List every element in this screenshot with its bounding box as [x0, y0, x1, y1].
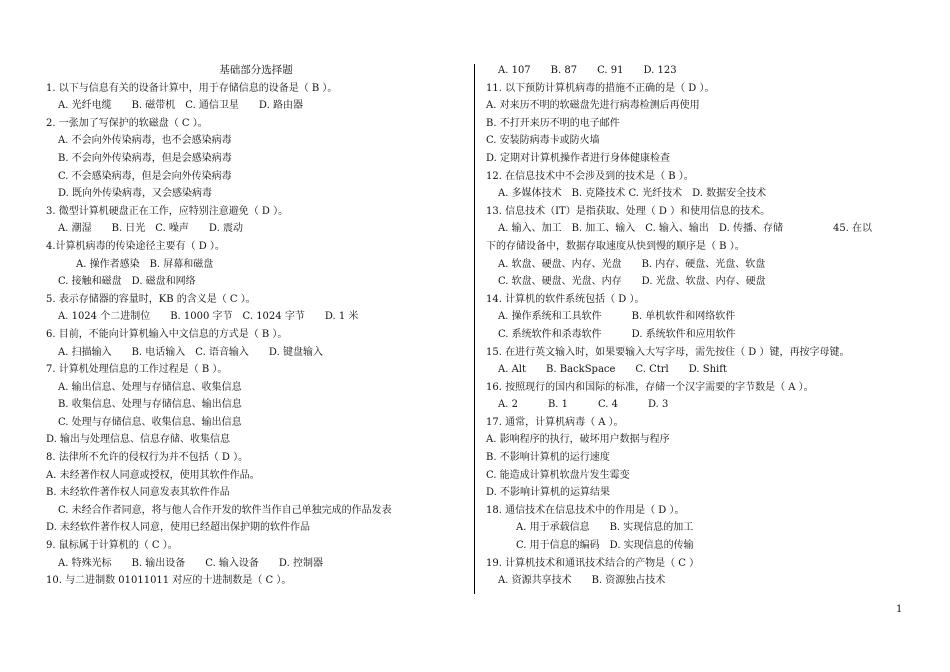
left-question-line: C. 未经合作者同意，将与他人合作开发的软件当作自己单独完成的作品发表 [58, 504, 392, 516]
right-question-line: 15. 在进行英文输入时，如果要输入大写字母，需先按住（ D ）键，再按字母键。 [486, 346, 850, 358]
left-question-line: C. 不会感染病毒，但是会向外传染病毒 [58, 170, 232, 182]
right-question-line: 16. 按照现行的国内和国际的标准，存储一个汉字需要的字节数是（ A ）。 [486, 381, 814, 393]
right-question-line: A. 输入、加工 B. 加工、输入 C. 输入、输出 D. 传播、存储 45. 在以 [498, 223, 873, 235]
left-question-line: A. 扫描输入 B. 电话输入 C. 语音输入 D. 键盘输入 [58, 346, 323, 358]
left-question-line: 10. 与二进制数 01011011 对应的十进制数是（ C ）。 [46, 575, 292, 587]
right-question-line: 11. 以下预防计算机病毒的措施不正确的是（ D ）。 [486, 82, 715, 94]
right-question-line: 14. 计算机的软件系统包括（ D ）。 [486, 293, 645, 305]
right-question-line: 17. 通常，计算机病毒（ A ）。 [486, 416, 624, 428]
left-question-line: B. 收集信息、处理与存储信息、输出信息 [58, 399, 242, 411]
left-question-line: A. 不会向外传染病毒，也不会感染病毒 [58, 135, 232, 147]
right-question-line: A. 对来历不明的软磁盘先进行病毒检测后再使用 [486, 100, 700, 112]
left-question-line: A. 输出信息、处理与存储信息、收集信息 [58, 381, 242, 393]
left-question-line: D. 未经软件著作权人同意，使用已经超出保护期的软件作品 [46, 522, 311, 534]
right-question-line: 13. 信息技术（IT）是指获取、处理（ D ）和使用信息的技术。 [486, 205, 771, 217]
left-question-line: 4.计算机病毒的传染途径主要有（ D ）。 [46, 240, 225, 252]
left-question-line: B. 未经软件著作权人同意发表其软件作品 [46, 487, 230, 499]
right-question-line: 12. 在信息技术中不会涉及到的技术是（ B ）。 [486, 170, 694, 182]
left-question-line: D. 输出与处理信息、信息存储、收集信息 [46, 434, 231, 446]
right-question-line: A. 107 B. 87 C. 91 D. 123 [498, 65, 677, 76]
left-question-line: A. 光纤电缆 B. 磁带机 C. 通信卫星 D. 路由器 [58, 100, 303, 112]
right-question-line: A. 影响程序的执行，破坏用户数据与程序 [486, 434, 670, 446]
right-column [486, 62, 916, 590]
left-question-line: 6. 目前，不能向计算机输入中文信息的方式是（ B ）。 [46, 328, 288, 340]
right-question-line: A. 用于承载信息 B. 实现信息的加工 [516, 522, 694, 534]
left-question-line: C. 接触和磁盘 D. 磁盘和网络 [58, 276, 196, 288]
right-question-line: 下的存储设备中，数据存取速度从快到慢的顺序是（ B ）。 [486, 240, 745, 252]
right-question-line: A. 操作系统和工具软件 B. 单机软件和网络软件 [498, 311, 736, 323]
right-question-line: A. 2 B. 1 C. 4 D. 3 [498, 399, 669, 411]
right-question-line: C. 安装防病毒卡或防火墙 [486, 135, 600, 147]
right-question-line: B. 不打开来历不明的电子邮件 [486, 117, 620, 129]
left-question-line: 1. 以下与信息有关的设备计算中，用于存储信息的设备是（ B ）。 [46, 82, 338, 94]
right-question-line: A. 软盘、硬盘、内存、光盘 B. 内存、硬盘、光盘、软盘 [498, 258, 766, 270]
left-question-line: A. 1024 个二进制位 B. 1000 字节 C. 1024 字节 D. 1 米 [58, 311, 359, 323]
left-question-line: B. 不会向外传染病毒，但是会感染病毒 [58, 152, 232, 164]
left-question-line: C. 处理与存储信息、收集信息、输出信息 [58, 416, 242, 428]
left-question-line: 7. 计算机处理信息的工作过程是（ B ）。 [46, 364, 228, 376]
left-column [46, 62, 466, 590]
right-question-line: A. Alt B. BackSpace C. Ctrl D. Shift [498, 364, 727, 376]
left-question-line: A. 操作者感染 B. 屏幕和磁盘 [76, 258, 214, 270]
right-question-line: 19. 计算机技术和通讯技术结合的产物是（ C ） [486, 557, 700, 569]
document-title: 基础部分选择题 [219, 64, 293, 76]
left-question-line: 5. 表示存储器的容量时，KB 的含义是（ C ）。 [46, 293, 256, 305]
right-question-line: B. 不影响计算机的运行速度 [486, 452, 610, 464]
left-question-line: A. 潮湿 B. 日光 C. 噪声 D. 震动 [58, 223, 243, 235]
left-question-line: 8. 法律所不允许的侵权行为并不包括（ D ）。 [46, 452, 249, 464]
right-question-line: 18. 通信技术在信息技术中的作用是（ D ）。 [486, 504, 685, 516]
right-question-line: C. 系统软件和杀毒软件 D. 系统软件和应用软件 [498, 328, 736, 340]
left-question-line: 9. 鼠标属于计算机的（ C ）。 [46, 540, 178, 552]
page-number: 1 [896, 604, 903, 615]
right-question-line: C. 软盘、硬盘、光盘、内存 D. 光盘、软盘、内存、硬盘 [498, 276, 766, 288]
left-question-line: A. 特殊光标 B. 输出设备 C. 输入设备 D. 控制器 [58, 557, 323, 569]
right-question-line: A. 多媒体技术 B. 克隆技术 C. 光纤技术 D. 数据安全技术 [498, 188, 767, 200]
right-question-line: C. 用于信息的编码 D. 实现信息的传输 [516, 540, 694, 552]
right-question-line: D. 定期对计算机操作者进行身体健康检查 [486, 152, 671, 164]
right-question-line: A. 资源共享技术 B. 资源独占技术 [498, 575, 666, 587]
left-question-line: A. 未经著作权人同意或授权，使用其软件作品。 [46, 469, 260, 481]
left-question-line: D. 既向外传染病毒，又会感染病毒 [58, 188, 213, 200]
right-question-line: D. 不影响计算机的运算结果 [486, 487, 611, 499]
left-question-line: 2. 一张加了写保护的软磁盘（ C ）。 [46, 117, 208, 129]
left-question-line: 3. 微型计算机硬盘正在工作，应特别注意避免（ D ）。 [46, 205, 289, 217]
column-divider [474, 64, 475, 594]
right-question-line: C. 能造成计算机软盘片发生霉变 [486, 469, 630, 481]
